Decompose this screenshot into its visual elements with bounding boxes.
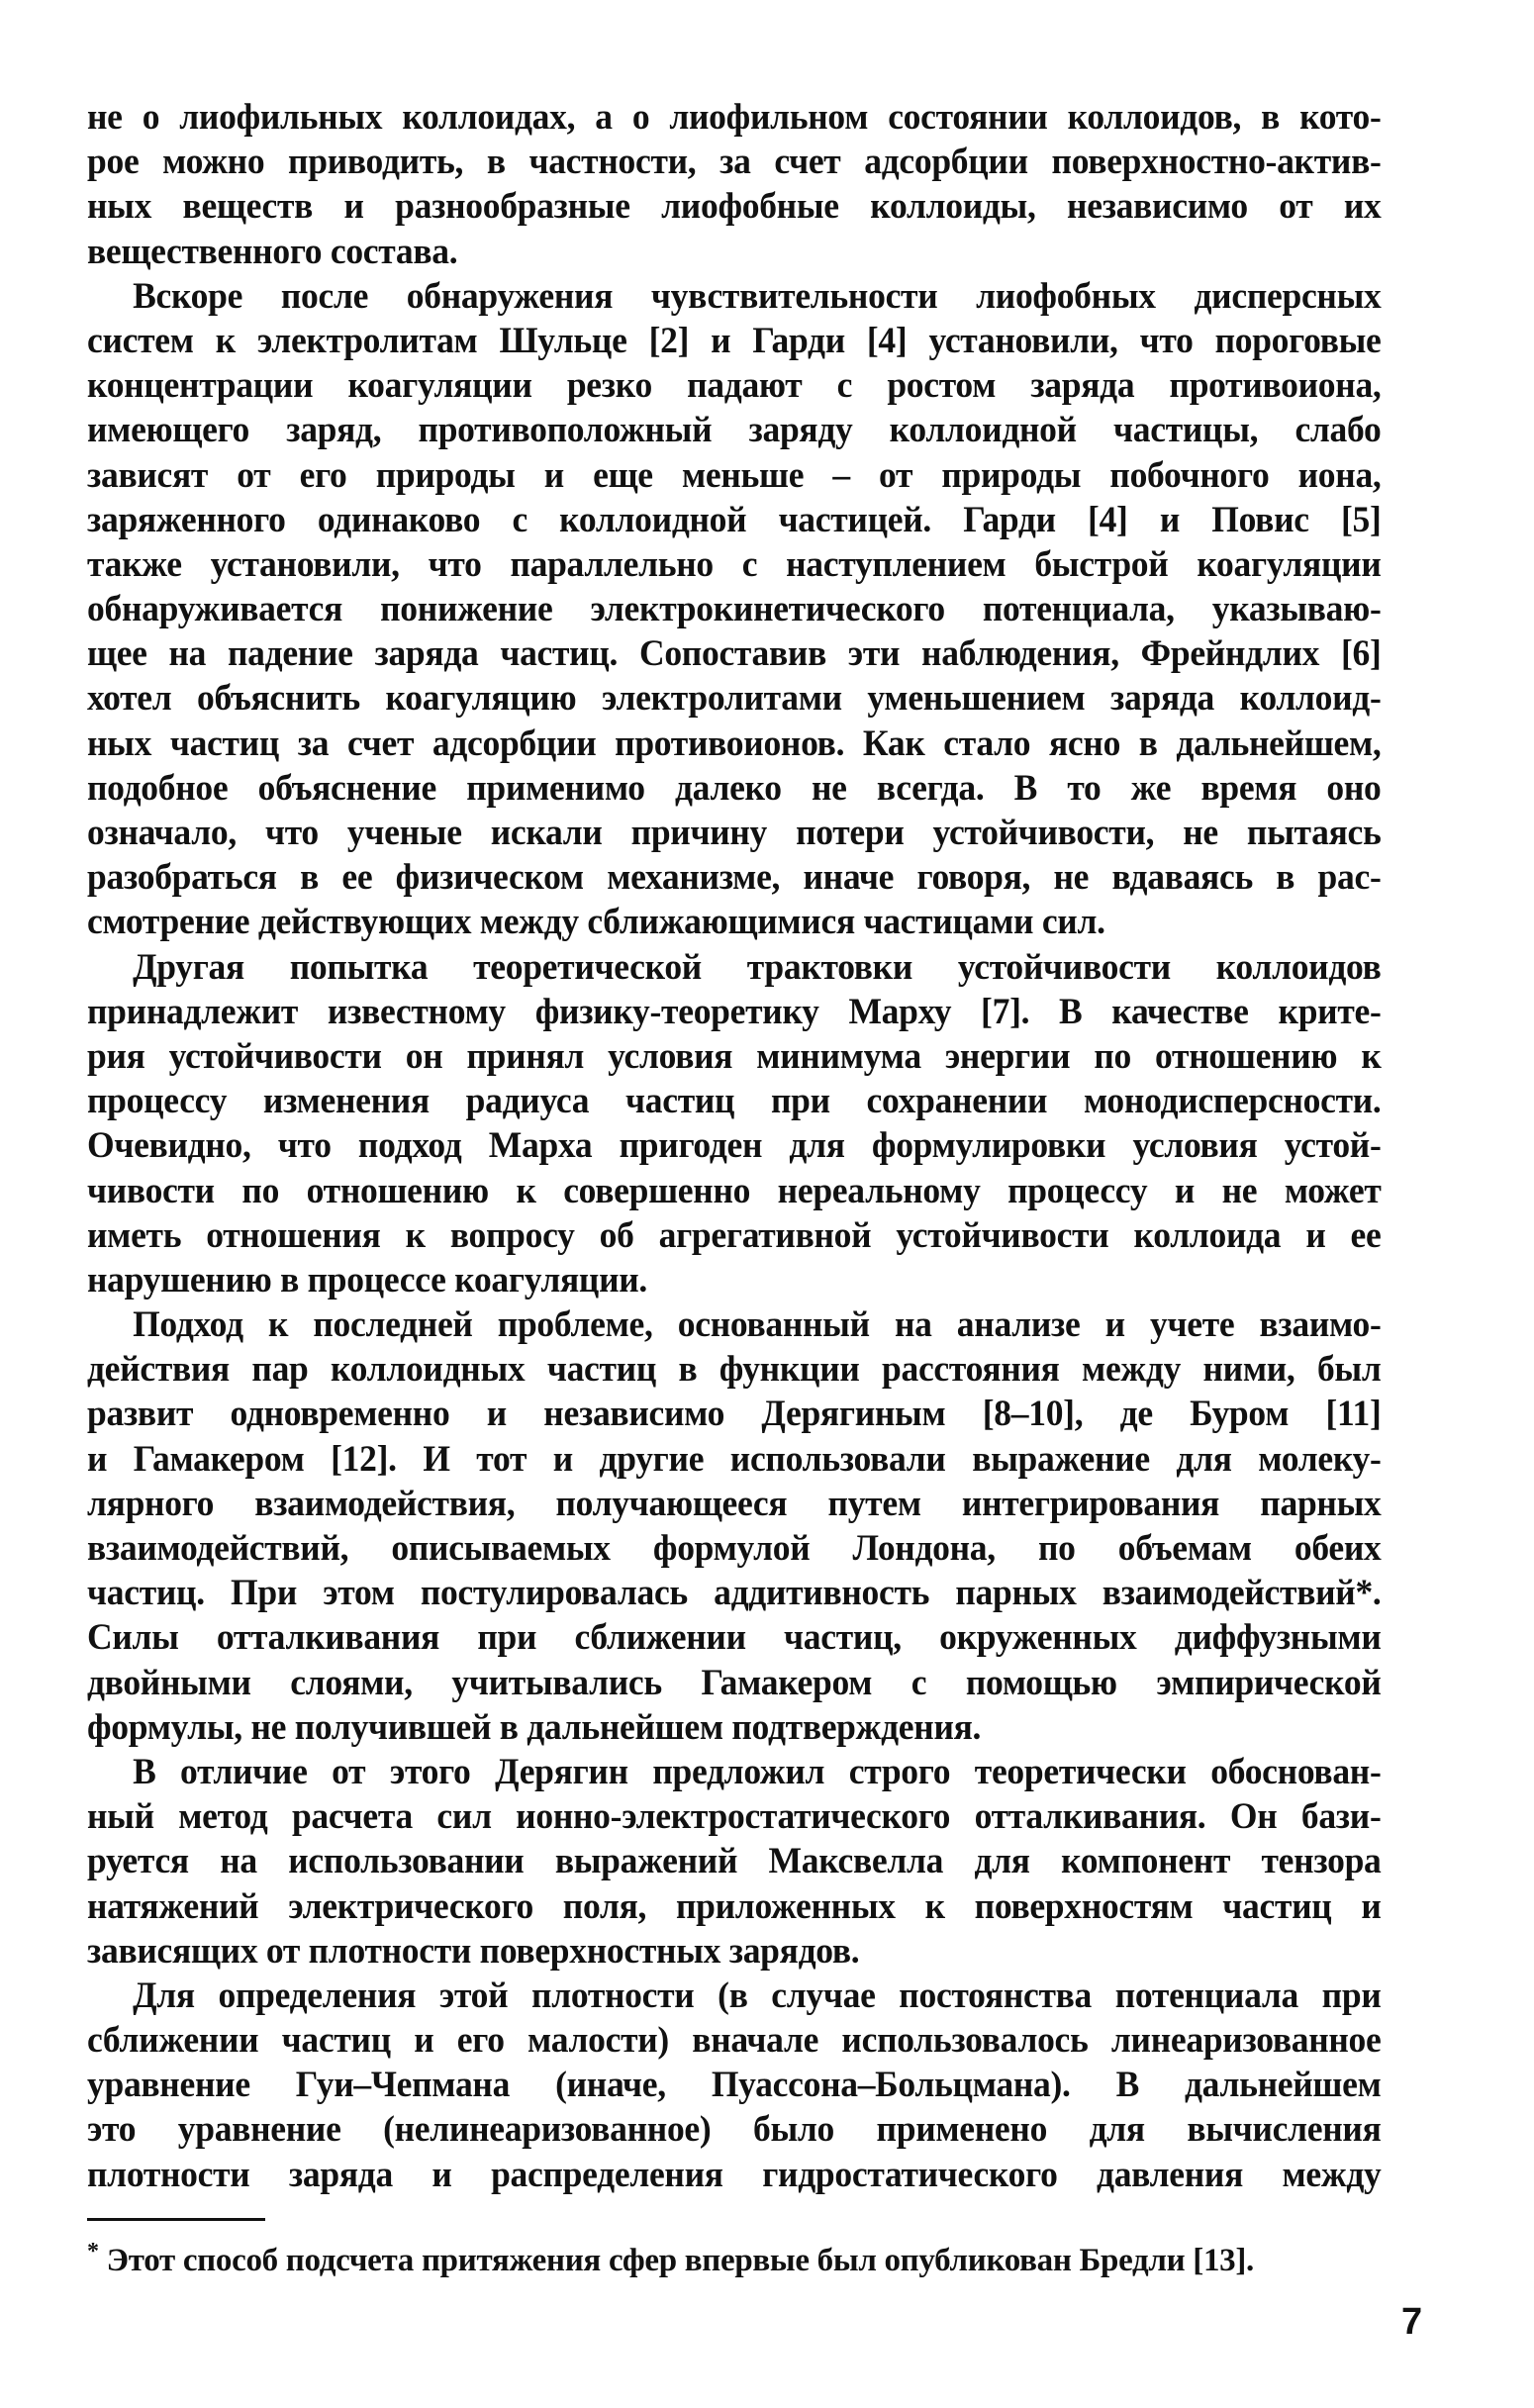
text-line: обнаруживается понижение электрокинетического потенциала, указываю- <box>87 589 1382 630</box>
paragraph <box>87 1750 1435 1974</box>
text-line: ных частиц за счет адсорбции противоионов. Как стало ясно в дальнейшем, <box>87 722 1382 764</box>
text-line: Для определения этой плотности (в случае постоянства потенциала при <box>133 1975 1382 2016</box>
paragraph <box>87 1302 1435 1750</box>
text-line: щее на падение заряда частиц. Сопоставив эти наблюдения, Фрейндлих [6] <box>87 633 1382 675</box>
text-line: принадлежит известному физику-теоретику Марху [7]. В качестве крите- <box>87 991 1382 1032</box>
text-line: означало, что ученые искали причину потери устойчивости, не пытаясь <box>87 813 1382 853</box>
text-line: не о лиофильных коллоидах, а о лиофильном состоянии коллоидов, в кото- <box>87 97 1382 138</box>
text-line: действия пар коллоидных частиц в функции расстояния между ними, был <box>87 1349 1382 1391</box>
footnote-text: Этот способ подсчета притяжения сфер впервые был опубликован Бредли [13]. <box>106 2243 1254 2278</box>
text-line: натяжений электрического поля, приложенных к поверхностям частиц и <box>87 1885 1382 1927</box>
text-line: концентрации коагуляции резко падают с ростом заряда противоиона, <box>87 365 1382 407</box>
text-line: Силы отталкивания при сближении частиц, окруженных диффузными <box>87 1617 1382 1659</box>
text-line: иметь отношения к вопросу об агрегативной устойчивости коллоида и ее <box>87 1214 1382 1256</box>
paragraph <box>87 95 1435 274</box>
text-line: двойными слоями, учитывались Гамакером с помощью эмпирической <box>87 1662 1382 1703</box>
text-line: частиц. При этом постулировалась аддитивность парных взаимодействий*. <box>87 1573 1382 1614</box>
text-line: хотел объяснить коагуляцию электролитами уменьшением заряда коллоид- <box>87 678 1382 720</box>
text-line: подобное объяснение применимо далеко не всегда. В то же время оно <box>87 767 1382 809</box>
footnote <box>87 2239 1254 2279</box>
text-line: Вскоре после обнаружения чувствительности лиофобных дисперсных <box>133 275 1382 317</box>
text-line: разобраться в ее физическом механизме, иначе говоря, не вдаваясь в рас- <box>87 857 1382 899</box>
footnote-marker: * <box>87 2239 99 2264</box>
text-line: чивости по отношению к совершенно нереальному процессу и не может <box>87 1170 1382 1211</box>
text-line: также установили, что параллельно с наступлением быстрой коагуляции <box>87 543 1382 585</box>
text-line: и Гамакером [12]. И тот и другие использовали выражение для молеку- <box>87 1438 1382 1480</box>
text-line: ный метод расчета сил ионно-электростатического отталкивания. Он бази- <box>87 1796 1382 1838</box>
text-line: зависят от его природы и еще меньше – от природы побочного иона, <box>87 454 1382 496</box>
text-line: уравнение Гуи–Чепмана (иначе, Пуассона–Больцмана). В дальнейшем <box>87 2065 1382 2106</box>
footnote-divider <box>87 2218 265 2221</box>
text-line: взаимодействий, описываемых формулой Лондона, по объемам обеих <box>87 1528 1382 1569</box>
text-line: нарушению в процессе коагуляции. <box>87 1259 648 1300</box>
text-line: развит одновременно и независимо Дерягиным [8–10], де Буром [11] <box>87 1394 1382 1435</box>
text-line: В отличие от этого Дерягин предложил строго теоретически обоснован- <box>133 1751 1382 1792</box>
text-line: рия устойчивости он принял условия минимума энергии по отношению к <box>87 1035 1382 1077</box>
text-line: Очевидно, что подход Марха пригоден для формулировки условия устой- <box>87 1125 1382 1167</box>
page-number: 7 <box>1401 2301 1423 2343</box>
text-line: формулы, не получившей в дальнейшем подтверждения. <box>87 1706 982 1748</box>
text-line: зависящих от плотности поверхностных зарядов. <box>87 1930 860 1972</box>
text-line: систем к электролитам Шульце [2] и Гарди [4] установили, что пороговые <box>87 320 1382 361</box>
text-line: лярного взаимодействия, получающееся путем интегрирования парных <box>87 1483 1382 1524</box>
text-line: вещественного состава. <box>87 231 458 272</box>
text-line: сближении частиц и его малости) вначале использовалось линеаризованное <box>87 2020 1382 2062</box>
paragraph <box>87 274 1435 945</box>
text-line: плотности заряда и распределения гидростатического давления между <box>87 2154 1382 2195</box>
text-line: ных веществ и разнообразные лиофобные коллоиды, независимо от их <box>87 186 1382 228</box>
text-line: Подход к последней проблеме, основанный на анализе и учете взаимо- <box>133 1304 1382 1346</box>
text-line: Другая попытка теоретической трактовки устойчивости коллоидов <box>133 946 1382 988</box>
paragraph <box>87 1974 1435 2197</box>
text-line: руется на использовании выражений Максвелла для компонент тензора <box>87 1841 1382 1882</box>
body-text <box>87 95 1435 2197</box>
text-line: рое можно приводить, в частности, за счет адсорбции поверхностно-актив- <box>87 142 1382 183</box>
paragraph <box>87 945 1435 1303</box>
text-line: имеющего заряд, противоположный заряду коллоидной частицы, слабо <box>87 410 1382 451</box>
text-line: процессу изменения радиуса частиц при сохранении монодисперсности. <box>87 1081 1382 1122</box>
text-line: это уравнение (нелинеаризованное) было применено для вычисления <box>87 2109 1382 2151</box>
text-line: смотрение действующих между сближающимися частицами сил. <box>87 902 1105 943</box>
text-line: заряженного одинаково с коллоидной частицей. Гарди [4] и Повис [5] <box>87 499 1382 540</box>
